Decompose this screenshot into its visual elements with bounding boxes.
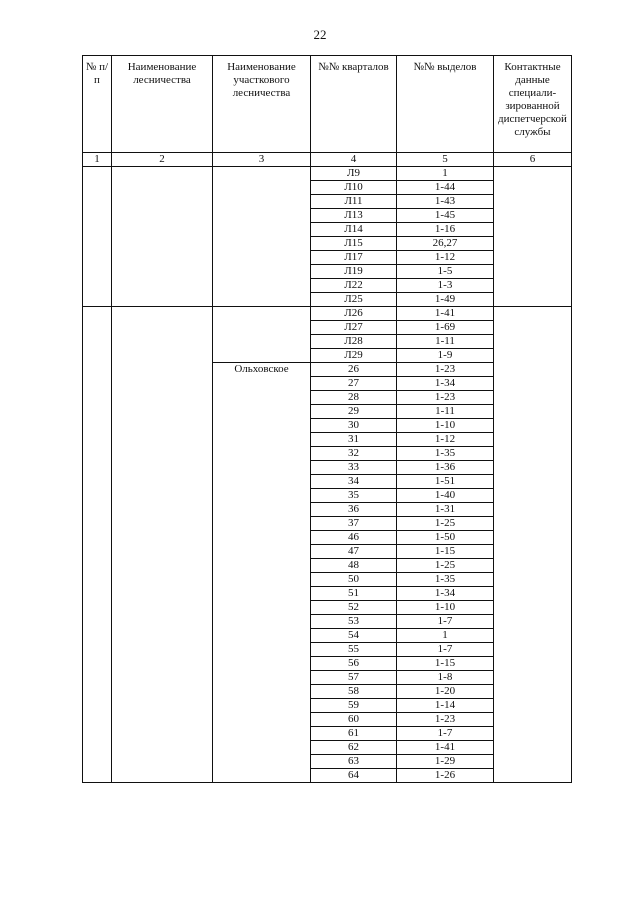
allotments-cell: 1-7: [397, 643, 494, 657]
allotments-cell: 1-41: [397, 307, 494, 321]
allotments-cell: 1-23: [397, 363, 494, 377]
allotments-cell: 1-12: [397, 433, 494, 447]
column-number: 5: [397, 153, 494, 167]
column-number-row: [83, 153, 572, 167]
allotments-cell: 1-15: [397, 545, 494, 559]
allotments-cell: 1-40: [397, 489, 494, 503]
allotments-cell: 1: [397, 629, 494, 643]
quarter-cell: Л10: [311, 181, 397, 195]
quarter-cell: 26: [311, 363, 397, 377]
allotments-cell: 1-10: [397, 601, 494, 615]
quarter-cell: 47: [311, 545, 397, 559]
allotments-cell: 1-49: [397, 293, 494, 307]
header-forestry: Наименование лесничества: [112, 56, 213, 153]
quarter-cell: Л11: [311, 195, 397, 209]
header-district-forestry: Наименование участкового лесничества: [213, 56, 311, 153]
allotments-cell: 1-29: [397, 755, 494, 769]
allotments-cell: 1-15: [397, 657, 494, 671]
allotments-cell: 1-5: [397, 265, 494, 279]
allotments-cell: 1-10: [397, 419, 494, 433]
dispatch-contacts-cell: [494, 307, 572, 783]
allotments-cell: 1-31: [397, 503, 494, 517]
row-number-cell: [83, 167, 112, 307]
table-row: [83, 167, 572, 181]
quarter-cell: 60: [311, 713, 397, 727]
allotments-cell: 1-20: [397, 685, 494, 699]
allotments-cell: 1-45: [397, 209, 494, 223]
quarter-cell: 64: [311, 769, 397, 783]
forest-quarters-table: [82, 55, 572, 783]
allotments-cell: 1-11: [397, 335, 494, 349]
quarter-cell: 61: [311, 727, 397, 741]
quarter-cell: 46: [311, 531, 397, 545]
quarter-cell: 57: [311, 671, 397, 685]
forestry-cell: [112, 167, 213, 307]
allotments-cell: 1-34: [397, 377, 494, 391]
allotments-cell: 1-7: [397, 615, 494, 629]
quarter-cell: 59: [311, 699, 397, 713]
quarter-cell: Л27: [311, 321, 397, 335]
header-quarters: №№ кварталов: [311, 56, 397, 153]
quarter-cell: 32: [311, 447, 397, 461]
quarter-cell: Л14: [311, 223, 397, 237]
quarter-cell: 54: [311, 629, 397, 643]
allotments-cell: 1: [397, 167, 494, 181]
allotments-cell: 1-14: [397, 699, 494, 713]
quarter-cell: Л28: [311, 335, 397, 349]
quarter-cell: Л9: [311, 167, 397, 181]
column-number: 1: [83, 153, 112, 167]
quarter-cell: 58: [311, 685, 397, 699]
allotments-cell: 1-25: [397, 559, 494, 573]
header-number: № п/п: [83, 56, 112, 153]
header-allotments: №№ выделов: [397, 56, 494, 153]
quarter-cell: 35: [311, 489, 397, 503]
quarter-cell: 31: [311, 433, 397, 447]
allotments-cell: 1-7: [397, 727, 494, 741]
quarter-cell: Л13: [311, 209, 397, 223]
quarter-cell: 37: [311, 517, 397, 531]
quarter-cell: 56: [311, 657, 397, 671]
header-dispatch-contacts: Контактные данные специали-зированной диспетчерской службы: [494, 56, 572, 153]
column-number: 4: [311, 153, 397, 167]
allotments-cell: 26,27: [397, 237, 494, 251]
quarter-cell: Л17: [311, 251, 397, 265]
allotments-cell: 1-69: [397, 321, 494, 335]
column-number: 2: [112, 153, 213, 167]
quarter-cell: 29: [311, 405, 397, 419]
quarter-cell: 50: [311, 573, 397, 587]
district-forestry-name: Ольховское: [213, 363, 311, 783]
quarter-cell: 34: [311, 475, 397, 489]
quarter-cell: 51: [311, 587, 397, 601]
quarter-cell: 30: [311, 419, 397, 433]
quarter-cell: 48: [311, 559, 397, 573]
column-number: 6: [494, 153, 572, 167]
quarter-cell: 28: [311, 391, 397, 405]
quarter-cell: 55: [311, 643, 397, 657]
header-row: [83, 56, 572, 153]
allotments-cell: 1-26: [397, 769, 494, 783]
column-number: 3: [213, 153, 311, 167]
allotments-cell: 1-50: [397, 531, 494, 545]
allotments-cell: 1-9: [397, 349, 494, 363]
allotments-cell: 1-35: [397, 573, 494, 587]
district-forestry-cell: [213, 167, 311, 307]
allotments-cell: 1-51: [397, 475, 494, 489]
quarter-cell: 36: [311, 503, 397, 517]
quarter-cell: 33: [311, 461, 397, 475]
allotments-cell: 1-23: [397, 391, 494, 405]
allotments-cell: 1-25: [397, 517, 494, 531]
district-forestry-cell: [213, 307, 311, 363]
quarter-cell: Л25: [311, 293, 397, 307]
quarter-cell: Л22: [311, 279, 397, 293]
quarter-cell: 62: [311, 741, 397, 755]
allotments-cell: 1-36: [397, 461, 494, 475]
allotments-cell: 1-44: [397, 181, 494, 195]
quarter-cell: Л26: [311, 307, 397, 321]
quarter-cell: 52: [311, 601, 397, 615]
dispatch-contacts-cell: [494, 167, 572, 307]
allotments-cell: 1-3: [397, 279, 494, 293]
allotments-cell: 1-16: [397, 223, 494, 237]
quarter-cell: Л29: [311, 349, 397, 363]
row-number-cell: [83, 307, 112, 783]
quarter-cell: 63: [311, 755, 397, 769]
quarter-cell: Л19: [311, 265, 397, 279]
allotments-cell: 1-23: [397, 713, 494, 727]
allotments-cell: 1-43: [397, 195, 494, 209]
quarter-cell: 27: [311, 377, 397, 391]
allotments-cell: 1-35: [397, 447, 494, 461]
quarter-cell: 53: [311, 615, 397, 629]
allotments-cell: 1-34: [397, 587, 494, 601]
allotments-cell: 1-41: [397, 741, 494, 755]
allotments-cell: 1-8: [397, 671, 494, 685]
table-body: [83, 167, 572, 783]
page-number: 22: [313, 27, 327, 42]
allotments-cell: 1-12: [397, 251, 494, 265]
allotments-cell: 1-11: [397, 405, 494, 419]
quarter-cell: Л15: [311, 237, 397, 251]
table-row: [83, 307, 572, 321]
forestry-cell: [112, 307, 213, 783]
